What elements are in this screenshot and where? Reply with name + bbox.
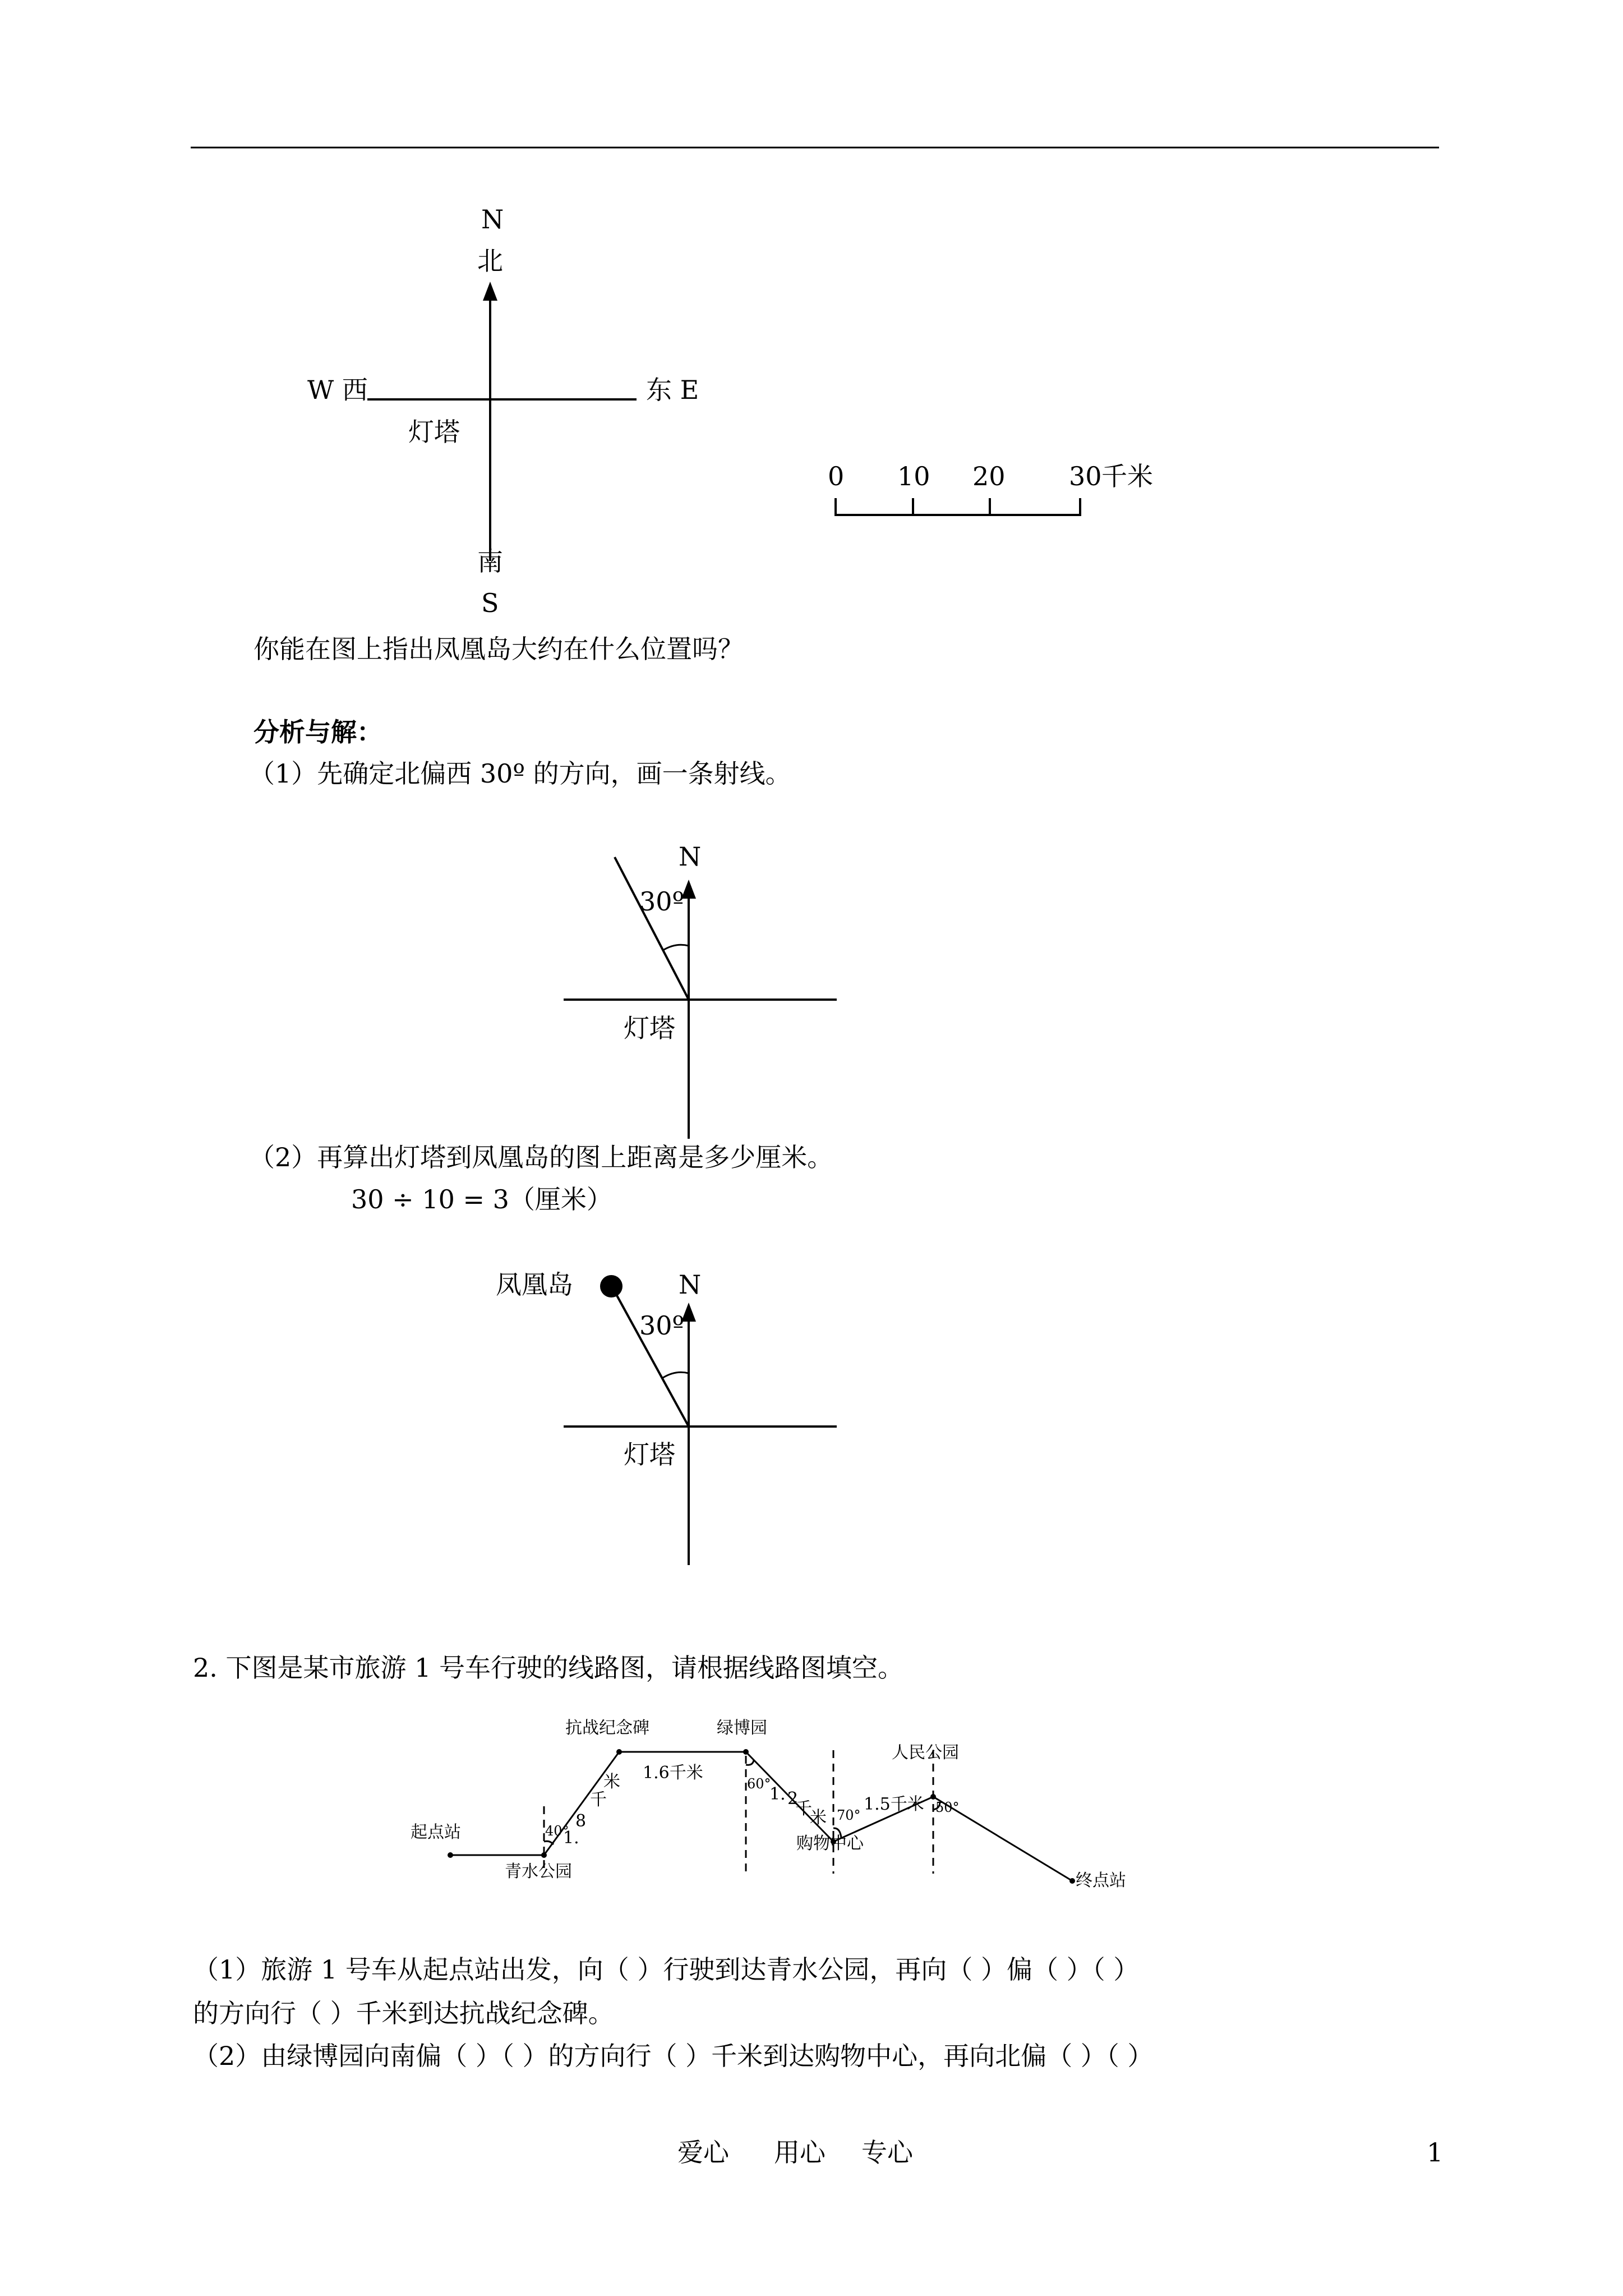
- compass-diagram: [367, 282, 637, 561]
- analysis-heading: 分析与解：: [253, 717, 382, 747]
- seg3-part2: 2: [787, 1789, 799, 1809]
- fill-q1-line1: （1）旅游 1 号车从起点站出发，向（ ）行驶到达青水公园，再向（ ）偏（ ）（ ）: [193, 1954, 1140, 1985]
- scale-tick-20: 20: [972, 461, 1006, 491]
- scale-unit: 千米: [1101, 461, 1153, 491]
- diagram1-n: N: [679, 841, 702, 872]
- diagram2-angle: 30º: [639, 1310, 685, 1341]
- compass-s-letter: S: [481, 588, 499, 618]
- diagram1-center: 灯塔: [624, 1013, 675, 1043]
- phoenix-island-dot: [600, 1275, 623, 1297]
- station-end: 终点站: [1076, 1871, 1126, 1890]
- compass-s-char: 南: [477, 546, 503, 577]
- angle-40: 40°: [545, 1823, 569, 1839]
- direction-diagram-2: [564, 1275, 837, 1565]
- scale-bar: [834, 498, 1081, 516]
- compass-n-letter: N: [481, 204, 504, 234]
- seg2-label: 1.6千米: [643, 1763, 703, 1783]
- footer-c: 专心: [861, 2137, 913, 2168]
- angle-60: 60°: [747, 1776, 771, 1792]
- angle-50: 50°: [935, 1800, 960, 1815]
- fill-q2-line1: （2）由绿博园向南偏（ ）（ ）的方向行（ ）千米到达购物中心，再向北偏（ ）（ ）: [193, 2041, 1154, 2071]
- seg1-part4: 米: [603, 1772, 620, 1792]
- page-number: 1: [1427, 2137, 1444, 2168]
- problem2-text: 2. 下图是某市旅游 1 号车行驶的线路图，请根据线路图填空。: [193, 1653, 904, 1683]
- diagram2-n: N: [679, 1269, 702, 1300]
- station-renmin: 人民公园: [892, 1743, 959, 1763]
- seg1-part3: 千: [590, 1790, 607, 1810]
- seg1-part1: 1.: [563, 1828, 579, 1848]
- station-start: 起点站: [411, 1823, 461, 1842]
- fill-q1-line2: 的方向行（ ）千米到达抗战纪念碑。: [193, 1998, 614, 2028]
- scale-tick-10: 10: [897, 461, 930, 491]
- footer-b: 用心: [774, 2137, 826, 2168]
- station-kangzhan: 抗战纪念碑: [565, 1718, 649, 1738]
- north-arrowhead: [483, 282, 497, 301]
- step1-text: （1）先确定北偏西 30º 的方向，画一条射线。: [249, 758, 791, 789]
- compass-n-char: 北: [477, 246, 503, 276]
- station-lvbo: 绿博园: [717, 1718, 767, 1738]
- lighthouse-label: 灯塔: [408, 417, 460, 447]
- station-gouwu: 购物中心: [796, 1834, 864, 1853]
- step2-text: （2）再算出灯塔到凤凰岛的图上距离是多少厘米。: [249, 1142, 833, 1172]
- angle-70: 70°: [837, 1807, 861, 1823]
- seg3-part3: 千: [795, 1799, 812, 1819]
- scale-tick-30: 30: [1069, 461, 1102, 491]
- seg4-label: 1.5千米: [864, 1795, 924, 1814]
- diagram1-angle: 30º: [639, 886, 685, 917]
- seg3-part1: 1.: [769, 1784, 786, 1804]
- station-qingshui: 青水公园: [505, 1862, 572, 1881]
- question-text: 你能在图上指出凤凰岛大约在什么位置吗？: [253, 634, 744, 664]
- seg1-part2: 8: [575, 1811, 587, 1831]
- seg3-part4: 米: [810, 1808, 827, 1828]
- diagram2-center: 灯塔: [624, 1439, 675, 1470]
- calc-text: 30 ÷ 10 = 3（厘米）: [351, 1184, 612, 1214]
- compass-west-label: W 西: [307, 375, 368, 405]
- scale-tick-0: 0: [828, 461, 845, 491]
- direction-diagram-1: [564, 857, 837, 1139]
- compass-east-label: 东 E: [646, 375, 699, 405]
- footer-a: 爱心: [677, 2137, 729, 2168]
- diagram2-island: 凤凰岛: [496, 1269, 573, 1300]
